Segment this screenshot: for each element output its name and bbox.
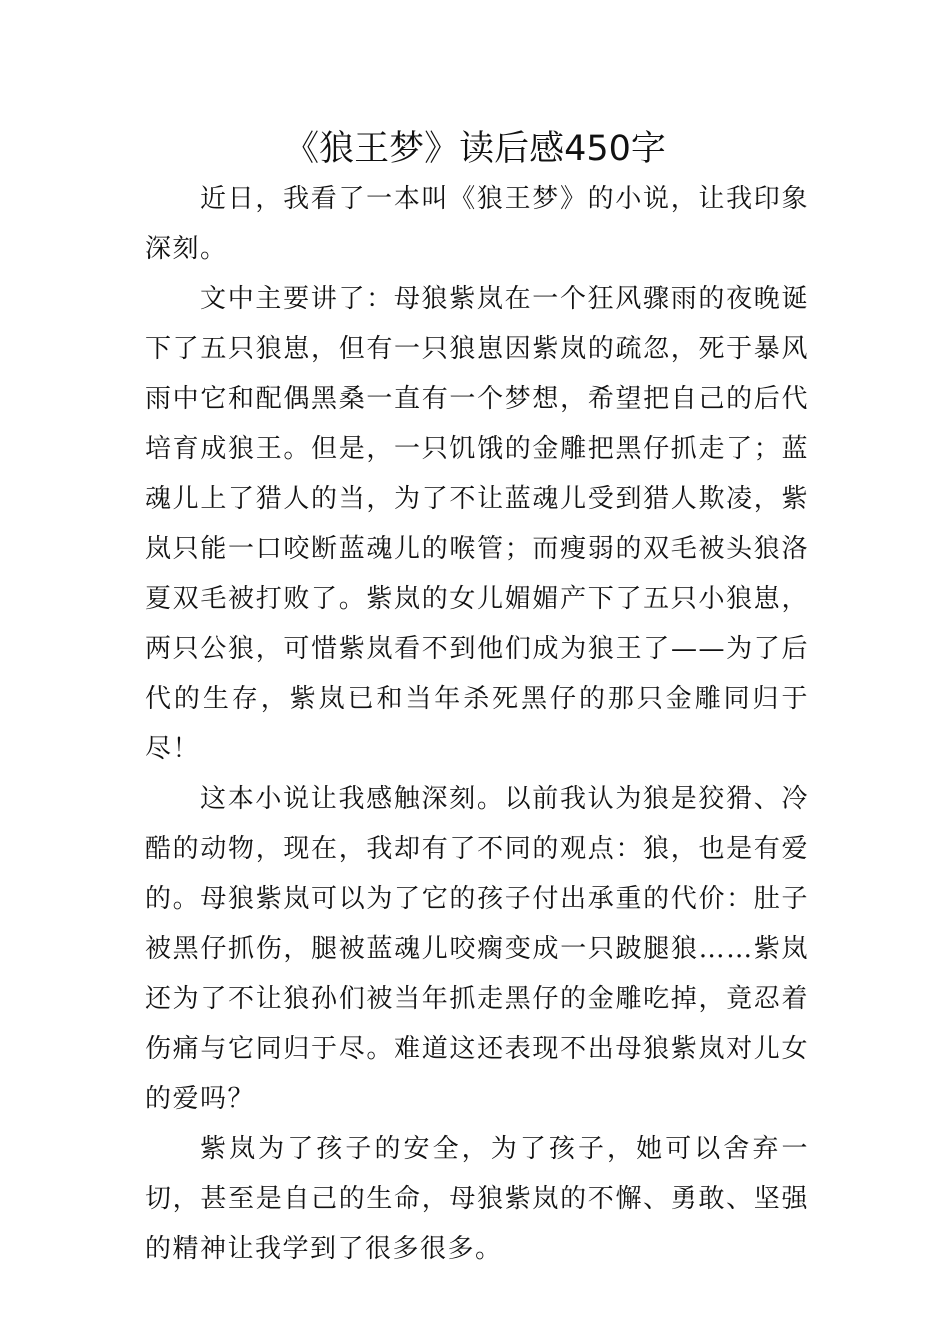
paragraph-intro: 近日，我看了一本叫《狼王梦》的小说，让我印象深刻。: [145, 184, 809, 264]
paragraph-reflection: 这本小说让我感触深刻。以前我认为狼是狡猾、冷酷的动物，现在，我却有了不同的观点：狼，也是有爱的。母狼紫岚可以为了它的孩子付出承重的代价：肚子被黑仔抓伤，腿被蓝魂儿咬瘸变成一只跛腿狼……紫岚还为了不让狼孙们被当年抓走黑仔的金雕吃掉，竟忍着伤痛与它同归于尽。难道这还表现不出母狼紫岚对儿女的爱吗？: [145, 784, 809, 1114]
document-body: [145, 174, 809, 1274]
document-title: 《狼王梦》读后感450字: [284, 129, 666, 169]
paragraph-summary: 文中主要讲了：母狼紫岚在一个狂风骤雨的夜晚诞下了五只狼崽，但有一只狼崽因紫岚的疏忽，死于暴风雨中它和配偶黑桑一直有一个梦想，希望把自己的后代培育成狼王。但是，一只饥饿的金雕把黑仔抓走了；蓝魂儿上了猎人的当，为了不让蓝魂儿受到猎人欺凌，紫岚只能一口咬断蓝魂儿的喉管；而瘦弱的双毛被头狼洛夏双毛被打败了。紫岚的女儿媚媚产下了五只小狼崽，两只公狼，可惜紫岚看不到他们成为狼王了——为了后代的生存，紫岚已和当年杀死黑仔的那只金雕同归于尽！: [145, 284, 809, 764]
paragraph-conclusion: 紫岚为了孩子的安全，为了孩子，她可以舍弃一切，甚至是自己的生命，母狼紫岚的不懈、勇敢、坚强的精神让我学到了很多很多。: [145, 1134, 809, 1264]
